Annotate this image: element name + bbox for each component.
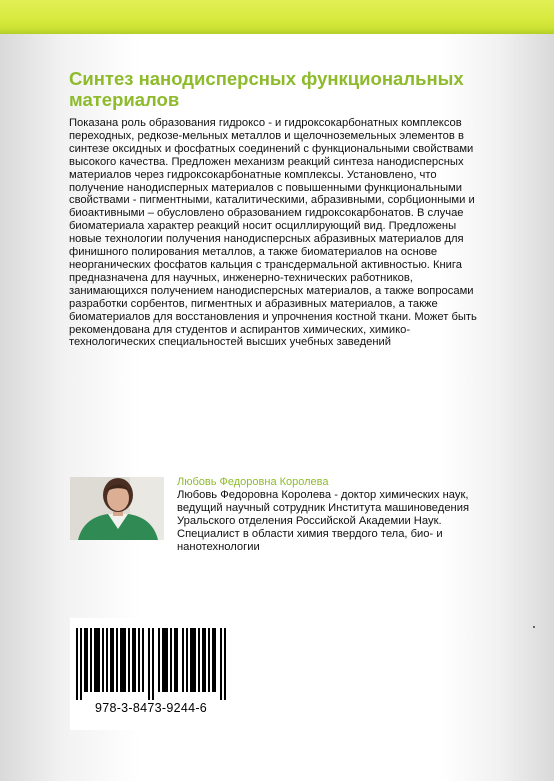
corner-mark (533, 626, 535, 628)
top-color-band (0, 0, 554, 34)
author-portrait-image (70, 477, 164, 540)
book-title: Синтез нанодисперсных функциональных материалов (69, 68, 464, 110)
isbn-barcode (70, 618, 232, 730)
barcode-bars (74, 628, 228, 700)
author-bio: Любовь Федоровна Королева - доктор химических наук, ведущий научный сотрудник Института машиноведения Уральского отделения Российской Академии Наук. Специалист в области химия твердого тела, био- и нанотехнологии (177, 489, 470, 553)
author-photo (70, 477, 164, 540)
isbn-number: 978-3-8473-9244-6 (94, 701, 208, 715)
author-name: Любовь Федоровна Королева (177, 476, 329, 488)
book-abstract: Показана роль образования гидроксо - и гидроксокарбонатных комплексов переходных, редкозе-мельных металлов и щелочноземельных элементов в синтезе оксидных и фосфатных соединений с функциональными свойствами высокого качества. Предложен механизм реакций синтеза нанодисперсных материалов через гидроксокарбонатные комплексы. Установлено, что получение нанодисперных материалов с повышенными функциональными свойствами - пигментными, каталитическими, абразивными, сорбционными и биоактивными – обусловлено образованием гидроксокарбонатов. В случае биоматериала характер реакций носит осциллирующий вид. Предложены новые технологии получения нанодисперсных абразивных материалов для финишного полирования металлов, а также биоматериалов на основе неорганических фосфатов кальция с трансдермальной активностью. Книга предназначена для научных, инженерно-технических работников, занимающихся получением нанодисперсных материалов, а также вопросами разработки сорбентов, пигментных и абразивных материалов, а также биоматериалов для восстановления и упрочнения костной ткани. Может быть рекомендована для студентов и аспирантов химических, химико-технологических специальностей высших учебных заведений (69, 117, 477, 349)
